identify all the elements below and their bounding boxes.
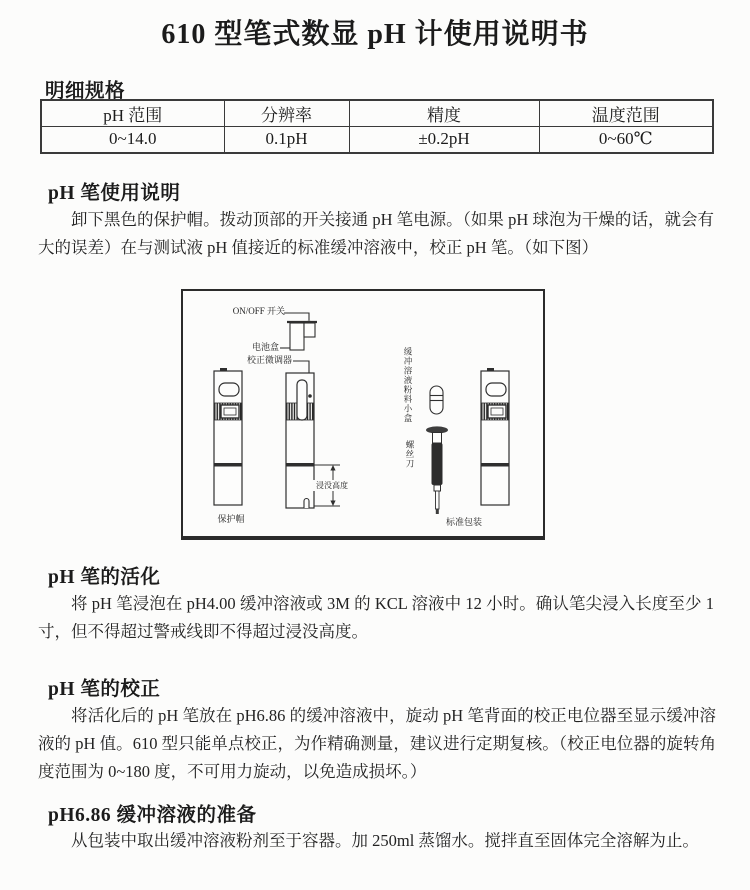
specs-header-resolution: 分辨率 <box>224 100 349 127</box>
specs-value-accuracy: ±0.2pH <box>349 127 539 153</box>
battery-compartment-drawing <box>280 313 317 350</box>
specs-header-row <box>41 100 713 127</box>
section-heading-buffer-prep: pH6.86 缓冲溶液的准备 <box>48 805 257 826</box>
specs-value-ph-range: 0~14.0 <box>41 127 224 153</box>
figure-label-standard-package: 标准包装 <box>445 517 482 527</box>
screwdriver-drawing <box>426 426 448 514</box>
figure-label-battery-box: 电池盒 <box>251 342 279 352</box>
section-heading-usage: pH 笔使用说明 <box>48 183 181 204</box>
calibration-paragraph: 将活化后的 pH 笔放在 pH6.86 的缓冲溶液中，旋动 pH 笔背面的校正电位器至显示缓冲溶液的 pH 值。610 型只能单点校正，为作精确测量，建议进行定期复核。（校正电位器的旋转角度范围为 0~180 度，不可用力旋动，以免造成损坏。） <box>38 706 716 781</box>
usage-paragraph: 卸下黑色的保护帽。拨动顶部的开关接通 pH 笔电源。（如果 pH 球泡为干燥的话，就会有大的误差）在与测试液 pH 值接近的标准缓冲溶液中，校正 pH 笔。（如下图） <box>38 210 714 257</box>
figure-label-immersion-height: 浸没高度 <box>312 480 352 491</box>
specs-header-ph-range: pH 范围 <box>41 100 224 127</box>
pen-packaged-drawing <box>481 368 509 505</box>
page-title: 610 型笔式数显 pH 计使用说明书 <box>161 19 589 50</box>
pen-capped-drawing <box>214 368 242 505</box>
section-heading-specs: 明细规格 <box>45 81 126 102</box>
specs-value-temp-range: 0~60℃ <box>539 127 713 153</box>
specs-value-resolution: 0.1pH <box>224 127 349 153</box>
specs-value-row <box>41 127 713 153</box>
figure-label-buffer-powder-box: 缓冲溶液粉料小盒 <box>403 347 413 423</box>
figure-label-calibration-trimmer: 校正微调器 <box>246 355 292 365</box>
section-heading-calibration: pH 笔的校正 <box>48 679 161 700</box>
pen-open-drawing <box>286 373 314 508</box>
specs-header-temp-range: 温度范围 <box>539 100 713 127</box>
activation-paragraph: 将 pH 笔浸泡在 pH4.00 缓冲溶液或 3M 的 KCL 溶液中 12 小时。确认笔尖浸入长度至少 1 寸，但不得超过警戒线即不得超过浸没高度。 <box>38 594 714 641</box>
figure-label-protective-cap: 保护帽 <box>217 514 245 524</box>
section-heading-activation: pH 笔的活化 <box>48 567 161 588</box>
instruction-figure <box>181 289 545 540</box>
buffer-prep-paragraph: 从包装中取出缓冲溶液粉剂至于容器。加 250ml 蒸馏水。搅拌直至固体完全溶解为止。 <box>71 831 699 850</box>
figure-label-screwdriver: 螺丝刀 <box>405 440 415 469</box>
figure-line-art <box>183 291 543 536</box>
figure-label-on-off-switch: ON/OFF 开关 <box>232 306 285 316</box>
specs-table <box>40 99 714 154</box>
buffer-capsule-drawing <box>430 386 443 414</box>
specs-header-accuracy: 精度 <box>349 100 539 127</box>
